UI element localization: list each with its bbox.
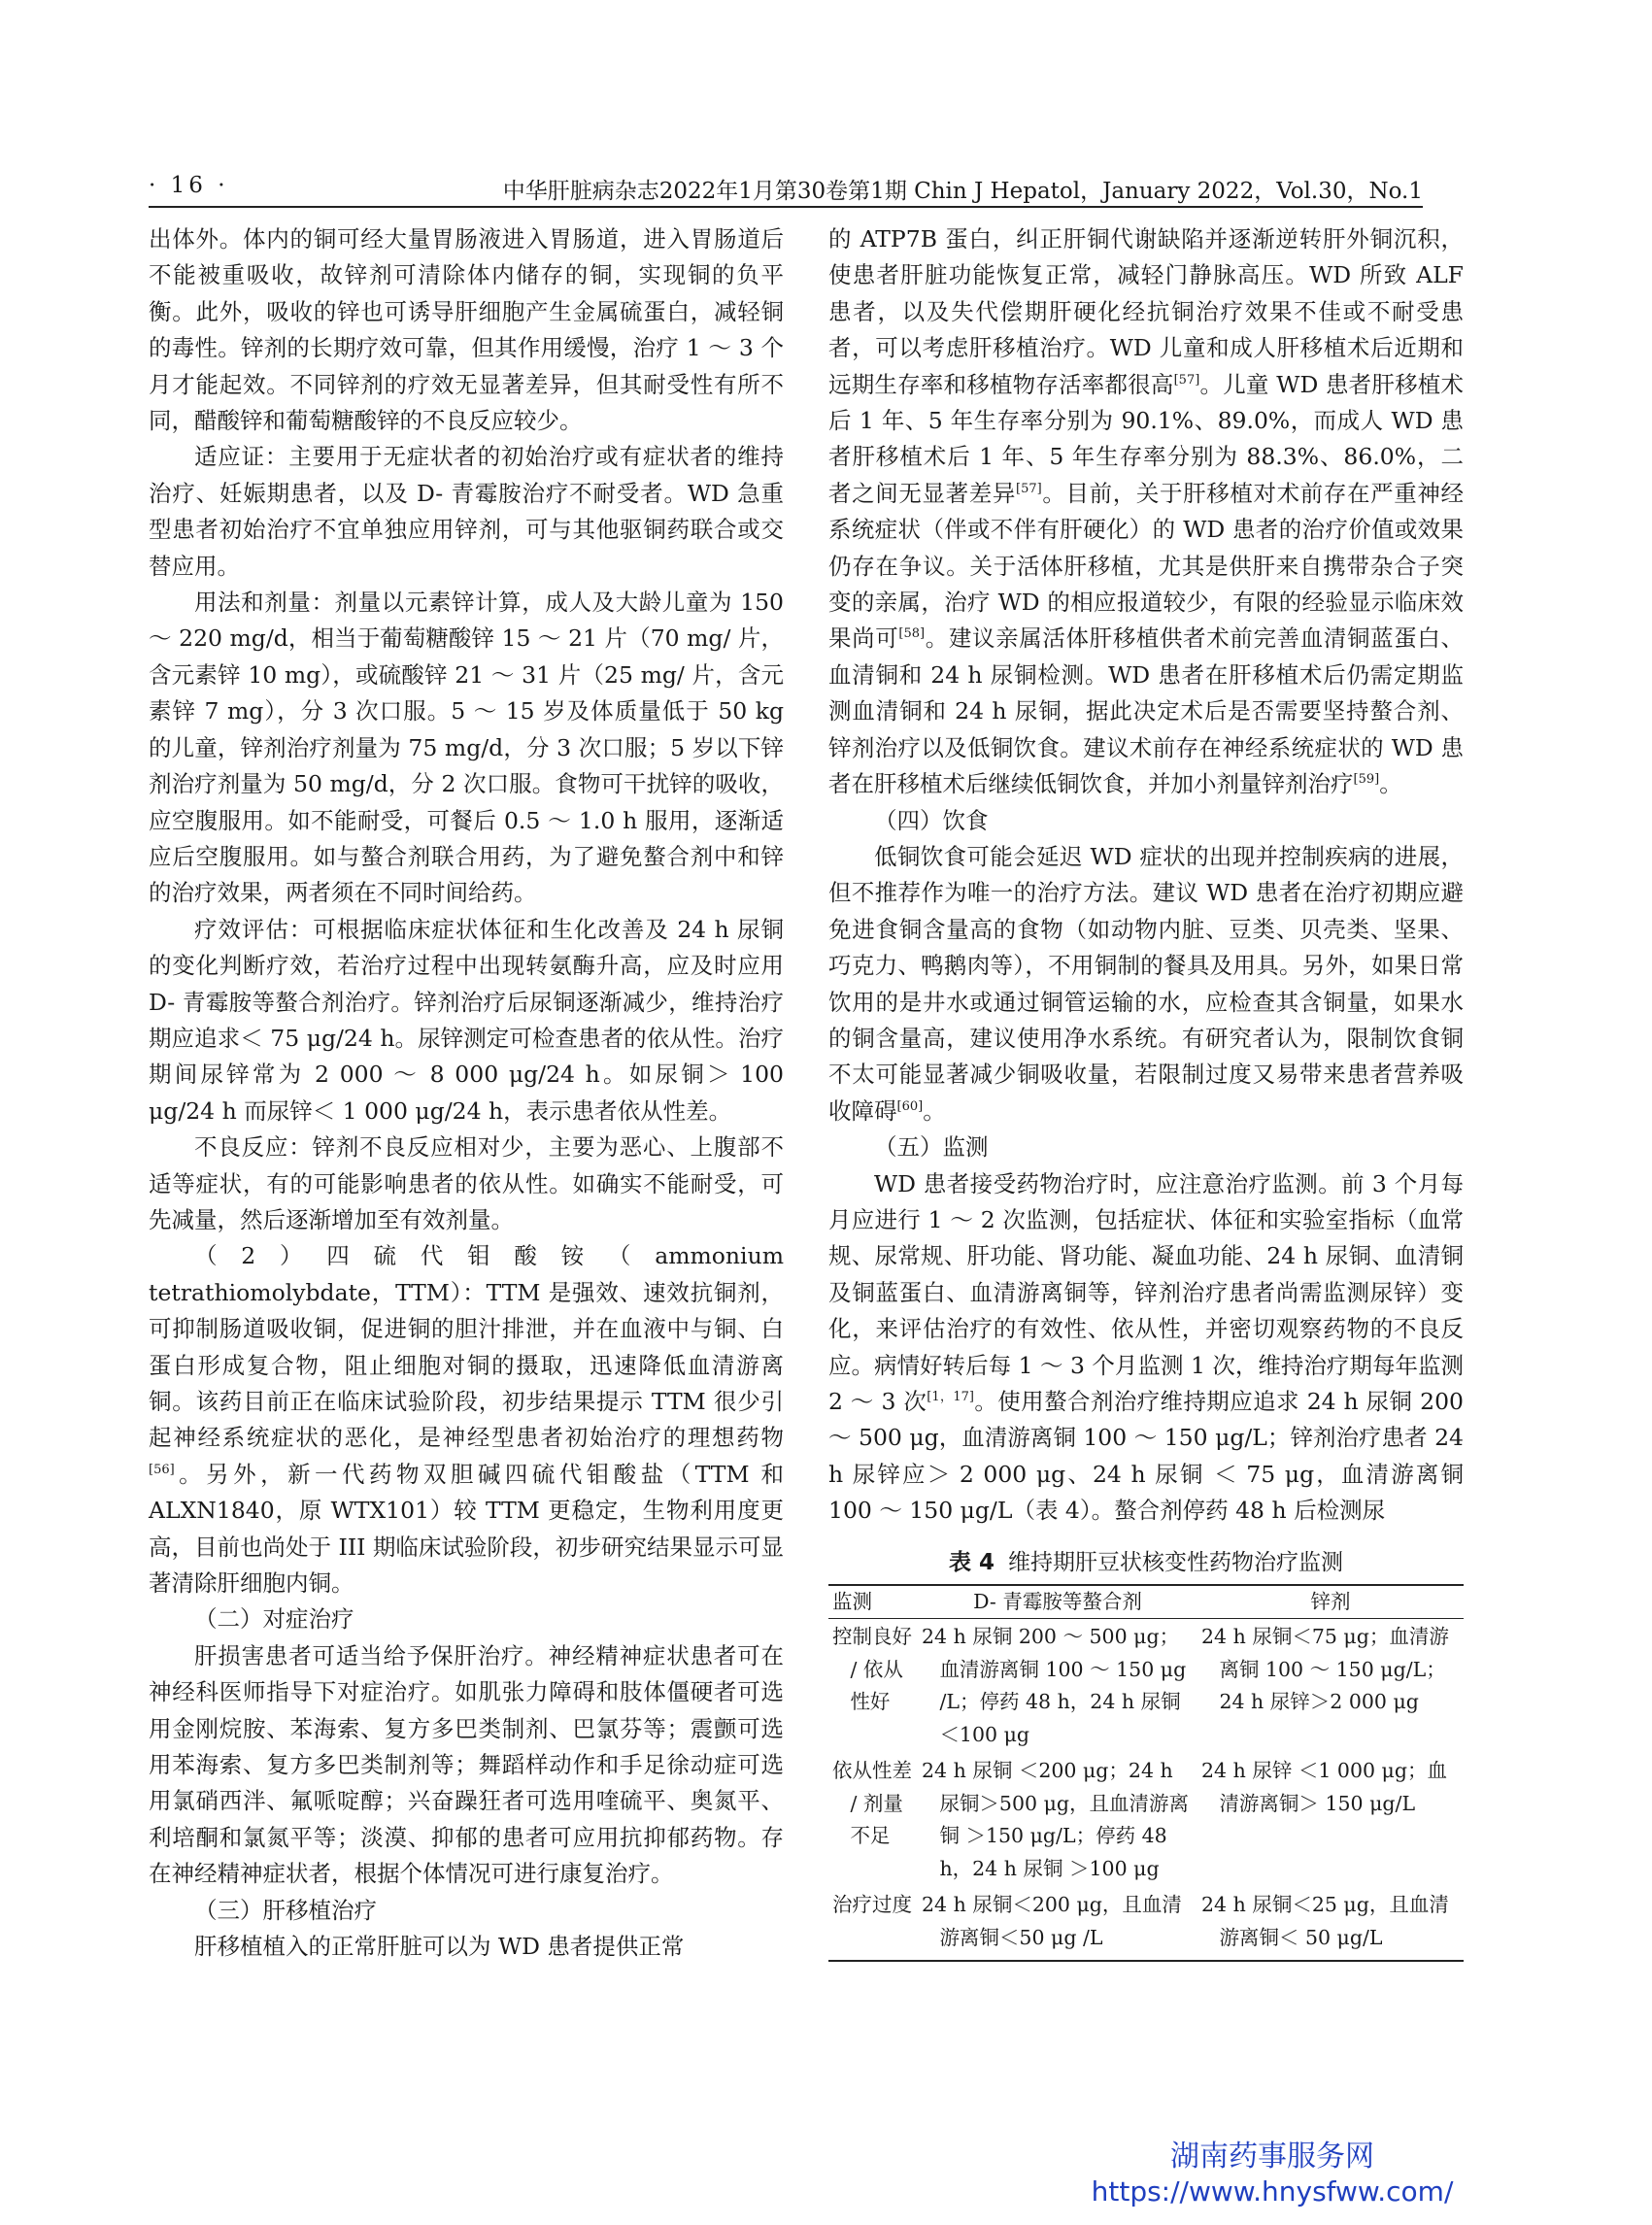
cell-chelator: 24 h 尿铜 200 ～ 500 μg；血清游离铜 100 ～ 150 μg /L；停药 48 h，24 h 尿铜 ＜100 μg xyxy=(922,1625,1187,1746)
paragraph-symptomatic: 肝损害患者可适当给予保肝治疗。神经精神症状患者可在神经科医师指导下对症治疗。如肌张力障碍和肢体僵硬者可选用金刚烷胺、苯海索、复方多巴类制剂、巴氯芬等；震颤可选用苯海索、复方多巴类制剂等；舞蹈样动作和手足徐动症可选用氯硝西泮、氟哌啶醇；兴奋躁狂者可选用喹硫平、奥氮平、利培酮和氯氮平等；淡漠、抑郁的患者可应用抗抑郁药物。存在神经精神症状者，根据个体情况可进行康复治疗。 xyxy=(149,1641,784,1888)
citation: [59] xyxy=(1353,772,1380,788)
paragraph-dosage: 用法和剂量：剂量以元素锌计算，成人及大龄儿童为 150 ～ 220 mg/d，相当于葡萄糖酸锌 15 ～ 21 片（70 mg/ 片，含元素锌 10 mg），或硫酸锌 21 ～ 31 片（25 mg/ 片，含元素锌 7 mg），分 3 次口服。5 ～ 15 岁及体质量低于 50 kg 的儿童，锌剂治疗剂量为 75 mg/d，分 3 次口服；5 岁以下锌剂治疗剂量为 50 mg/d，分 2 次口服。食物可干扰锌的吸收，应空腹服用。如不能耐受，可餐后 0.5 ～ 1.0 h 服用，逐渐适应后空腹服用。如与螯合剂联合用药，为了避免螯合剂中和锌的治疗效果，两者须在不同时间给药。 xyxy=(149,589,784,907)
cell-monitor: 控制良好 / 依从性好 xyxy=(832,1625,912,1714)
section-heading: （四）饮食 xyxy=(874,806,989,834)
right-column xyxy=(828,221,1464,1962)
paragraph-transplant: 肝移植植入的正常肝脏可以为 WD 患者提供正常 xyxy=(194,1933,685,1961)
cell-zinc: 24 h 尿铜＜25 μg，且血清游离铜＜ 50 μg/L xyxy=(1197,1887,1464,1961)
table-label: 表 4 xyxy=(948,1549,995,1575)
paragraph-ttm: （2）四硫代钼酸铵（ammonium tetrathiomolybdate，TTM）：TTM 是强效、速效抗铜剂，可抑制肠道吸收铜，促进铜的胆汁排泄，并在血液中与铜、白蛋白形成复合物，阻止细胞对铜的摄取，迅速降低血清游离铜。该药目前正在临床试验阶段，初步结果提示 TTM 很少引起神经系统症状的恶化，是神经型患者初始治疗的理想药物[56]。另外，新一代药物双胆碱四硫代钼酸盐（TTM 和 ALXN1840，原 WTX101）较 TTM 更稳定，生物利用度更高，目前也尚处于 III 期临床试验阶段，初步研究结果显示可显著清除肝细胞内铜。 xyxy=(149,1242,784,1598)
left-column xyxy=(149,221,784,1966)
col-header-chelator: D- 青霉胺等螯合剂 xyxy=(918,1585,1197,1619)
paragraph-monitoring: WD 患者接受药物治疗时，应注意治疗监测。前 3 个月每月应进行 1 ～ 2 次监测，包括症状、体征和实验室指标（血常规、尿常规、肝功能、肾功能、凝血功能、24 h 尿铜、血清铜及铜蓝蛋白、血清游离铜等，锌剂治疗患者尚需监测尿锌）变化，来评估治疗的有效性、依从性，并密切观察药物的不良反应。病情好转后每 1 ～ 3 个月监测 1 次，维持治疗期每年监测 2 ～ 3 次[1，17]。使用螯合剂治疗维持期应追求 24 h 尿铜 200 ～ 500 μg，血清游离铜 100 ～ 150 μg/L；锌剂治疗患者 24 h 尿锌应＞ 2 000 μg、24 h 尿铜 ＜ 75 μg，血清游离铜 100 ～ 150 μg/L（表 4）。螯合剂停药 48 h 后检测尿 xyxy=(828,1169,1464,1525)
table-row xyxy=(828,1753,1464,1887)
col-header-zinc: 锌剂 xyxy=(1197,1585,1464,1619)
paragraph-adverse-effects: 不良反应：锌剂不良反应相对少，主要为恶心、上腹部不适等症状，有的可能影响患者的依从性。如确实不能耐受，可先减量，然后逐渐增加至有效剂量。 xyxy=(149,1133,784,1233)
cell-monitor: 治疗过度 xyxy=(828,1887,918,1961)
table-header-row xyxy=(828,1585,1464,1619)
col-header-monitor: 监测 xyxy=(828,1585,918,1619)
citation: [60] xyxy=(896,1098,924,1114)
journal-citation: 中华肝脏病杂志2022年1月第30卷第1期 Chin J Hepatol，January 2022，Vol.30，No.1 xyxy=(502,179,1423,204)
cell-zinc: 24 h 尿锌 ＜1 000 μg；血清游离铜＞ 150 μg/L xyxy=(1201,1759,1447,1815)
paragraph-diet: 低铜饮食可能会延迟 WD 症状的出现并控制疾病的进展，但不推荐作为唯一的治疗方法。建议 WD 患者在治疗初期应避免进食铜含量高的食物（如动物内脏、豆类、贝壳类、坚果、巧克力、鸭鹅肉等），不用铜制的餐具及用具。另外，如果日常饮用的是井水或通过铜管运输的水，应检查其含铜量，如果水的铜含量高，建议使用净水系统。有研究者认为，限制饮食铜不太可能显著减少铜吸收量，若限制过度又易带来患者营养吸收障碍[60]。 xyxy=(828,842,1464,1125)
citation: [57] xyxy=(1173,372,1200,388)
paragraph-efficacy: 疗效评估：可根据临床症状体征和生化改善及 24 h 尿铜的变化判断疗效，若治疗过程中出现转氨酶升高，应及时应用 D- 青霉胺等螯合剂治疗。锌剂治疗后尿铜逐渐减少，维持治疗期应追求＜ 75 μg/24 h。尿锌测定可检查患者的依从性。治疗期间尿锌常为 2 000 ～ 8 000 μg/24 h。如尿铜＞ 100 μg/24 h 而尿锌＜ 1 000 μg/24 h，表示患者依从性差。 xyxy=(149,915,784,1125)
watermark-url[interactable]: https://www.hnysfww.com/ xyxy=(1091,2175,1454,2208)
table-row xyxy=(828,1887,1464,1961)
cell-chelator: 24 h 尿铜 ＜200 μg；24 h 尿铜＞500 μg，且血清游离铜 ＞150 μg/L；停药 48 h，24 h 尿铜 ＞100 μg xyxy=(922,1759,1190,1880)
running-header xyxy=(149,167,1423,208)
citation: [57] xyxy=(1016,482,1042,497)
table-row xyxy=(828,1619,1464,1754)
table-caption xyxy=(828,1545,1464,1580)
citation: [1，17] xyxy=(927,1390,975,1405)
paragraph: 出体外。体内的铜可经大量胃肠液进入胃肠道，进入胃肠道后不能被重吸收，故锌剂可清除体内储存的铜，实现铜的负平衡。此外，吸收的锌也可诱导肝细胞产生金属硫蛋白，减轻铜的毒性。锌剂的长期疗效可靠，但其作用缓慢，治疗 1 ～ 3 个月才能起效。不同锌剂的疗效无显著差异，但其耐受性有所不同，醋酸锌和葡萄糖酸锌的不良反应较少。 xyxy=(149,225,784,435)
cell-monitor: 依从性差 / 剂量不足 xyxy=(832,1759,912,1848)
paragraph-indications: 适应证：主要用于无症状者的初始治疗或有症状者的维持治疗、妊娠期患者，以及 D- 青霉胺治疗不耐受者。WD 急重型患者初始治疗不宜单独应用锌剂，可与其他驱铜药联合或交替应用。 xyxy=(149,443,784,580)
citation: [58] xyxy=(898,626,926,642)
watermark-site-name: 湖南药事服务网 xyxy=(1170,2140,1374,2174)
section-heading: （五）监测 xyxy=(874,1133,989,1162)
section-heading: （二）对症治疗 xyxy=(194,1605,354,1634)
cell-zinc: 24 h 尿铜＜75 μg；血清游离铜 100 ～ 150 μg/L；24 h 尿锌＞2 000 μg xyxy=(1201,1625,1449,1714)
table-4 xyxy=(828,1584,1464,1963)
table-title: 维持期肝豆状核变性药物治疗监测 xyxy=(1008,1549,1343,1575)
paragraph-transplant-cont: 的 ATP7B 蛋白，纠正肝铜代谢缺陷并逐渐逆转肝外铜沉积，使患者肝脏功能恢复正常，减轻门静脉高压。WD 所致 ALF 患者，以及失代偿期肝硬化经抗铜治疗效果不佳或不耐受患者，可以考虑肝移植治疗。WD 儿童和成人肝移植术后近期和远期生存率和移植物存活率都很高[57]。儿童 WD 患者肝移植术后 1 年、5 年生存率分别为 90.1%、89.0%，而成人 WD 患者肝移植术后 1 年、5 年生存率分别为 88.3%、86.0%，二者之间无显著差异[57]。目前，关于肝移植对术前存在严重神经系统症状（伴或不伴有肝硬化）的 WD 患者的治疗价值或效果仍存在争议。关于活体肝移植，尤其是供肝来自携带杂合子突变的亲属，治疗 WD 的相应报道较少，有限的经验显示临床效果尚可[58]。建议亲属活体肝移植供者术前完善血清铜蓝蛋白、血清铜和 24 h 尿铜检测。WD 患者在肝移植术后仍需定期监测血清铜和 24 h 尿铜，据此决定术后是否需要坚持螯合剂、锌剂治疗以及低铜饮食。建议术前存在神经系统症状的 WD 患者在肝移植术后继续低铜饮食，并加小剂量锌剂治疗[59]。 xyxy=(828,225,1465,798)
citation: [56] xyxy=(149,1462,175,1477)
section-heading: （三）肝移植治疗 xyxy=(194,1896,377,1924)
page-number: · 16 · xyxy=(149,173,229,198)
cell-chelator: 24 h 尿铜＜200 μg，且血清游离铜＜50 μg /L xyxy=(918,1887,1197,1961)
